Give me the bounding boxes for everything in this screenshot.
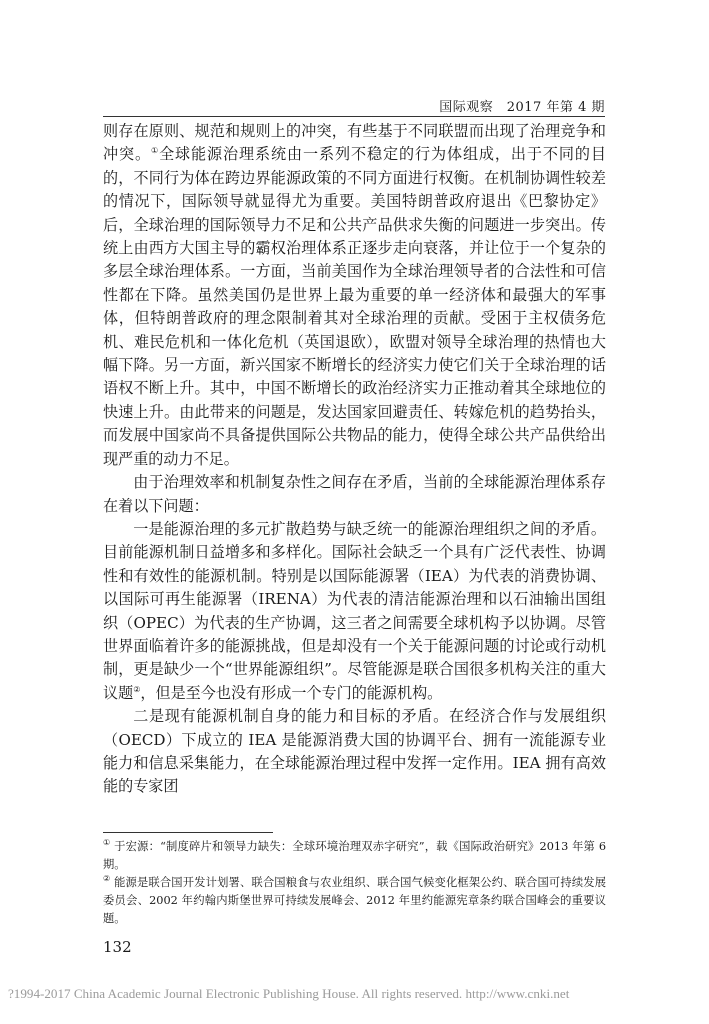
footnotes xyxy=(103,838,606,928)
running-header: 国际观察 2017 年第 4 期 xyxy=(439,100,605,115)
body-paragraph: 则存在原则、规范和规则上的冲突，有些基于不同联盟而出现了治理竞争和冲突。①全球能源治理系统由一系列不稳定的行为体组成，出于不同的目的，不同行为体在跨边界能源政策的不同方面进行权衡。在机制协调性较差的情况下，国际领导就显得尤为重要。美国特朗普政府退出《巴黎协定》后，全球治理的国际领导力不足和公共产品供求失衡的问题进一步突出。传统上由西方大国主导的霸权治理体系正逐步走向衰落，并让位于一个复杂的多层全球治理体系。一方面，当前美国作为全球治理领导者的合法性和可信性都在下降。虽然美国仍是世界上最为重要的单一经济体和最强大的军事体，但特朗普政府的理念限制着其对全球治理的贡献。受困于主权债务危机、难民危机和一体化危机（英国退欧），欧盟对领导全球治理的热情也大幅下降。另一方面，新兴国家不断增长的经济实力使它们关于全球治理的话语权不断上升。其中，中国不断增长的政治经济实力正推动着其全球地位的快速上升。由此带来的问题是，发达国家回避责任、转嫁危机的趋势抬头，而发展中国家尚不具备提供国际公共物品的能力，使得全球公共产品供给出现严重的动力不足。 xyxy=(103,122,606,468)
article-body xyxy=(103,120,606,799)
footnote-marker: ① xyxy=(103,838,111,848)
footnote-text: 于宏源：“制度碎片和领导力缺失：全球环境治理双赤字研究”，载《国际政治研究》2013 年第 6 期。 xyxy=(103,840,607,871)
body-paragraph: 二是现有能源机制自身的能力和目标的矛盾。在经济合作与发展组织（OECD）下成立的 IEA 是能源消费大国的协调平台、拥有一流能源专业能力和信息采集能力，在全球能源治理过程中发挥一定作用。IEA 拥有高效能的专家团 xyxy=(103,707,606,796)
footnote-text: 能源是联合国开发计划署、联合国粮食与农业组织、联合国气候变化框架公约、联合国可持续发展委员会、2002 年约翰内斯堡世界可持续发展峰会、2012 年里约能源宪章条约联合国峰会的重要议题。 xyxy=(103,876,607,925)
footnote-divider xyxy=(103,832,273,833)
footnote-item xyxy=(103,874,606,928)
footnote-item xyxy=(103,838,606,874)
body-paragraph: 一是能源治理的多元扩散趋势与缺乏统一的能源治理组织之间的矛盾。目前能源机制日益增多和多样化。国际社会缺乏一个具有广泛代表性、协调性和有效性的能源机制。特别是以国际能源署（IEA）为代表的消费协调、以国际可再生能源署（IRENA）为代表的清洁能源治理和以石油输出国组织（OPEC）为代表的生产协调，这三者之间需要全球机构予以协调。尽管世界面临着许多的能源挑战，但是却没有一个关于能源问题的讨论或行动机制，更是缺少一个“世界能源组织”。尽管能源是联合国很多机构关注的重大议题②，但是至今也没有形成一个专门的能源机构。 xyxy=(103,519,606,702)
footnote-ref[interactable]: ② xyxy=(133,684,141,694)
footnote-ref[interactable]: ① xyxy=(150,146,160,156)
header-divider xyxy=(103,116,605,117)
body-paragraph: 由于治理效率和机制复杂性之间存在矛盾，当前的全球能源治理体系存在着以下问题： xyxy=(103,473,606,515)
footnote-marker: ② xyxy=(103,874,111,884)
copyright-footer: ?1994-2017 China Academic Journal Electronic Publishing House. All rights reserved. http://www.cnki.net xyxy=(8,986,570,1001)
page-number: 132 xyxy=(103,938,132,956)
